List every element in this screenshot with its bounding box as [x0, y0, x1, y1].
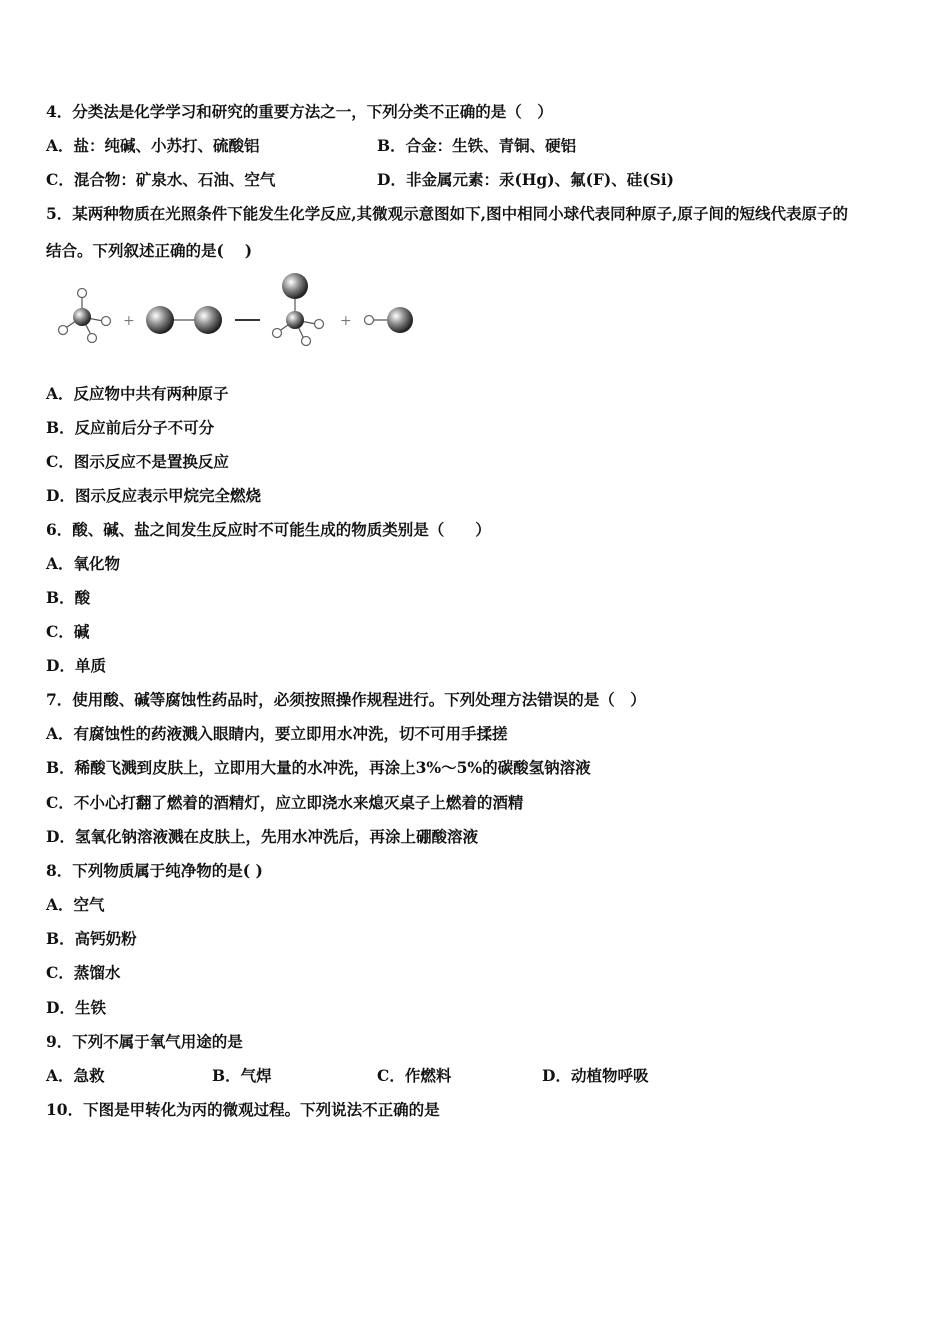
q9-stem: 9．下列不属于氧气用途的是 — [46, 1032, 243, 1051]
svg-text:+: + — [340, 313, 352, 329]
q7-option-c: C．不小心打翻了燃着的酒精灯，应立即浇水来熄灭桌子上燃着的酒精 — [46, 793, 524, 812]
q9-option-a: A．急救 — [46, 1066, 105, 1085]
svg-text:+: + — [123, 313, 135, 329]
q5-option-b: B．反应前后分子不可分 — [46, 418, 215, 437]
q4-stem: 4．分类法是化学学习和研究的重要方法之一，下列分类不正确的是（ ） — [46, 102, 553, 121]
hydrogen-chloride-molecule-icon — [365, 307, 414, 333]
q7-stem: 7．使用酸、碱等腐蚀性药品时，必须按照操作规程进行。下列处理方法错误的是（ ） — [46, 690, 646, 709]
q8-option-c: C．蒸馏水 — [46, 963, 121, 982]
q4-option-a: A．盐：纯碱、小苏打、硫酸铝 — [46, 136, 260, 155]
q6-option-b: B．酸 — [46, 588, 91, 607]
q7-option-b: B．稀酸飞溅到皮肤上，立即用大量的水冲洗，再涂上3%～5%的碳酸氢钠溶液 — [46, 758, 591, 777]
q6-option-a: A．氧化物 — [46, 554, 121, 573]
q9-option-b: B．气焊 — [212, 1066, 272, 1085]
chloromethane-molecule-icon — [273, 273, 324, 346]
molecule-reaction-diagram — [50, 272, 420, 348]
q4-option-c: C．混合物：矿泉水、石油、空气 — [46, 170, 276, 189]
q4-option-d: D．非金属元素：汞(Hg)、氟(F)、硅(Si) — [377, 170, 675, 189]
q5-stem-line2: 结合。下列叙述正确的是( ) — [46, 241, 253, 260]
q9-option-c: C．作燃料 — [377, 1066, 452, 1085]
q7-option-a: A．有腐蚀性的药液溅入眼睛内，要立即用水冲洗，切不可用手揉搓 — [46, 724, 508, 743]
q6-stem: 6．酸、碱、盐之间发生反应时不可能生成的物质类别是（ ） — [46, 520, 491, 539]
q6-option-d: D．单质 — [46, 656, 106, 675]
q5-option-d: D．图示反应表示甲烷完全燃烧 — [46, 486, 261, 505]
q7-option-d: D．氢氧化钠溶液溅在皮肤上，先用水冲洗后，再涂上硼酸溶液 — [46, 827, 478, 846]
q8-option-a: A．空气 — [46, 895, 105, 914]
q9-option-d: D．动植物呼吸 — [542, 1066, 649, 1085]
q5-option-c: C．图示反应不是置换反应 — [46, 452, 229, 471]
q8-option-d: D．生铁 — [46, 998, 106, 1017]
q8-option-b: B．高钙奶粉 — [46, 929, 137, 948]
q6-option-c: C．碱 — [46, 622, 90, 641]
q10-stem: 10．下图是甲转化为丙的微观过程。下列说法不正确的是 — [46, 1100, 440, 1119]
q4-option-b: B．合金：生铁、青铜、硬铝 — [377, 136, 577, 155]
q5-option-a: A．反应物中共有两种原子 — [46, 384, 229, 403]
q5-stem-line1: 5．某两种物质在光照条件下能发生化学反应,其微观示意图如下,图中相同小球代表同种原子,原子间的短线代表原子的 — [46, 204, 848, 223]
q8-stem: 8．下列物质属于纯净物的是( ) — [46, 861, 263, 880]
methane-molecule-icon — [59, 289, 111, 343]
